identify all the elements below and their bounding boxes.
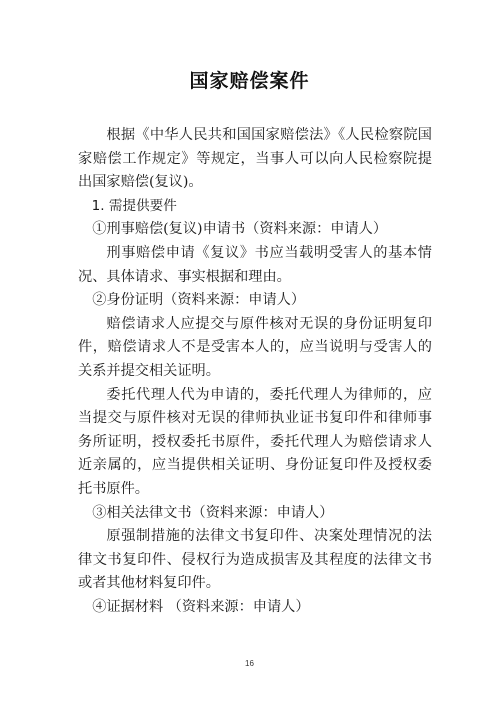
item-application-form: ①刑事赔偿(复议)申请书（资料来源：申请人） [92, 221, 388, 238]
identity-proof-description: 赔偿请求人应提交与原件核对无误的身份证明复印件，赔偿请求人不是受害本人的，应当说明与受害人的关系并提交相关证明。 [78, 315, 432, 379]
document-body [78, 124, 432, 619]
item-legal-documents: ③相关法律文书（资料来源：申请人） [92, 504, 334, 521]
agent-application-description: 委托代理人代为申请的，委托代理人为律师的，应当提交与原件核对无误的律师执业证书复印件和律师事务所证明，授权委托书原件，委托代理人为赔偿请求人近亲属的，应当提供相关证明、身份证复印件及授权委托书原件。 [78, 386, 432, 497]
application-form-description: 刑事赔偿申请《复议》书应当载明受害人的基本情况、具体请求、事实根据和理由。 [78, 244, 432, 285]
section-heading-required-documents: 1. 需提供要件 [91, 197, 177, 214]
intro-paragraph: 根据《中华人民共和国国家赔偿法》《人民检察院国家赔偿工作规定》等规定，当事人可以向人民检察院提出国家赔偿(复议)。 [78, 127, 432, 191]
item-identity-proof: ②身份证明（资料来源：申请人） [92, 292, 306, 309]
item-evidence-materials: ④证据材料 （资料来源：申请人） [92, 598, 310, 615]
page-number: 16 [245, 659, 254, 668]
document-title: 国家赔偿案件 [189, 70, 310, 92]
legal-documents-description: 原强制措施的法律文书复印件、决案处理情况的法律文书复印件、侵权行为造成损害及其程度的法律文书或者其他材料复印件。 [78, 528, 432, 592]
